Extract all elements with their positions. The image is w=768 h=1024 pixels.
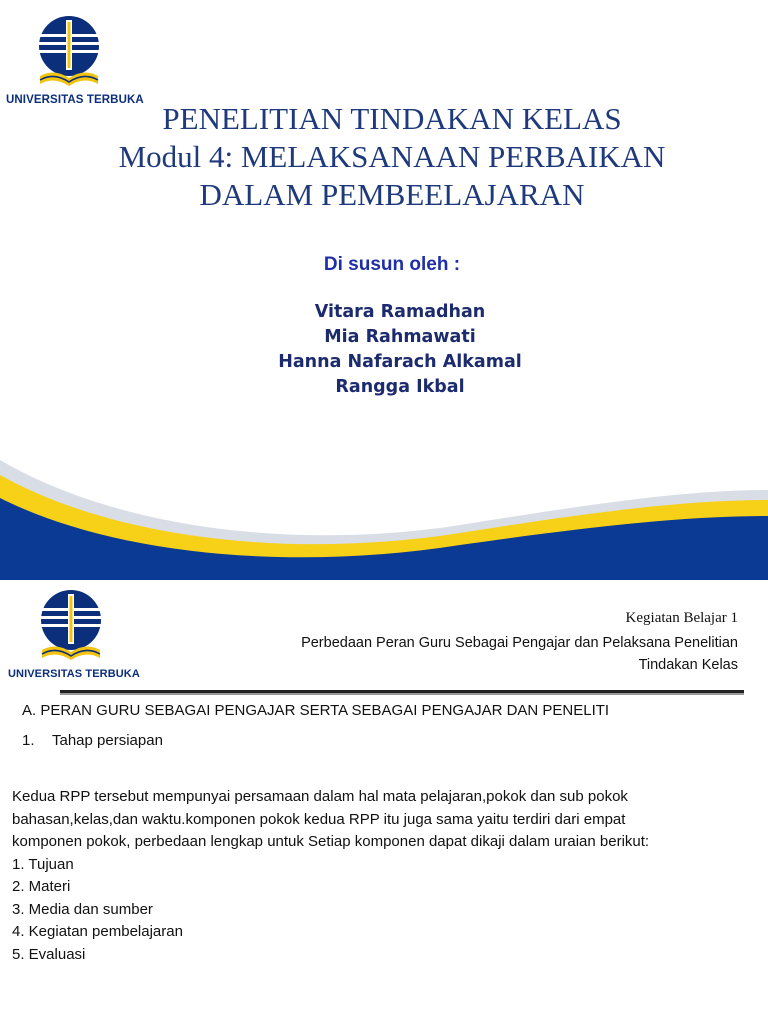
author-name: Mia Rahmawati	[324, 327, 476, 347]
body-paragraph	[12, 786, 768, 966]
list-item: 4. Kegiatan pembelajaran	[12, 923, 183, 940]
title-line-1: PENELITIAN TINDAKAN KELAS	[162, 101, 622, 136]
paragraph-line: komponen pokok, perbedaan lengkap untuk Setiap komponen dapat dikaji dalam uraian berikut:	[12, 833, 650, 850]
paragraph-line: Kedua RPP tersebut mempunyai persamaan dalam hal mata pelajaran,pokok dan sub pokok	[12, 788, 628, 805]
kegiatan-subtitle-line: Tindakan Kelas	[638, 657, 738, 673]
author-name: Rangga Ikbal	[335, 377, 465, 397]
section-heading: A. PERAN GURU SEBAGAI PENGAJAR SERTA SEBAGAI PENGAJAR DAN PENELITI	[22, 702, 610, 719]
logo-text: UNIVERSITAS TERBUKA	[6, 94, 144, 106]
author-heading: Di susun oleh :	[323, 254, 461, 275]
author-list	[0, 300, 768, 400]
university-emblem-icon	[34, 14, 104, 94]
logo-text: UNIVERSITAS TERBUKA	[8, 668, 140, 680]
university-logo	[6, 14, 144, 106]
paragraph-line: bahasan,kelas,dan waktu.komponen pokok kedua RPP itu juga sama yaitu terdiri dari empat	[12, 810, 626, 828]
kegiatan-subtitle-line: Perbedaan Peran Guru Sebagai Pengajar dan Pelaksana Penelitian	[301, 635, 738, 651]
university-emblem-icon	[36, 588, 106, 668]
step-label: Tahap persiapan	[52, 732, 163, 749]
kegiatan-subtitle	[178, 632, 738, 676]
decorative-wave	[0, 450, 768, 580]
list-item: 1. Tujuan	[12, 855, 74, 873]
list-item: 2. Materi	[12, 878, 71, 895]
slide-title	[0, 100, 768, 214]
step-item	[22, 732, 163, 749]
title-line-3: DALAM PEMBEELAJARAN	[199, 177, 585, 212]
author-name: Hanna Nafarach Alkamal	[278, 352, 522, 372]
list-item: 3. Media dan sumber	[12, 900, 153, 918]
content-slide	[0, 580, 768, 1024]
step-number: 1.	[22, 732, 35, 749]
title-line-2: Modul 4: MELAKSANAAN PERBAIKAN	[118, 139, 666, 174]
university-logo	[8, 588, 148, 680]
header-divider-shadow	[60, 693, 744, 695]
author-name: Vitara Ramadhan	[314, 302, 486, 322]
kegiatan-title: Kegiatan Belajar 1	[625, 610, 738, 626]
list-item: 5. Evaluasi	[12, 945, 86, 963]
